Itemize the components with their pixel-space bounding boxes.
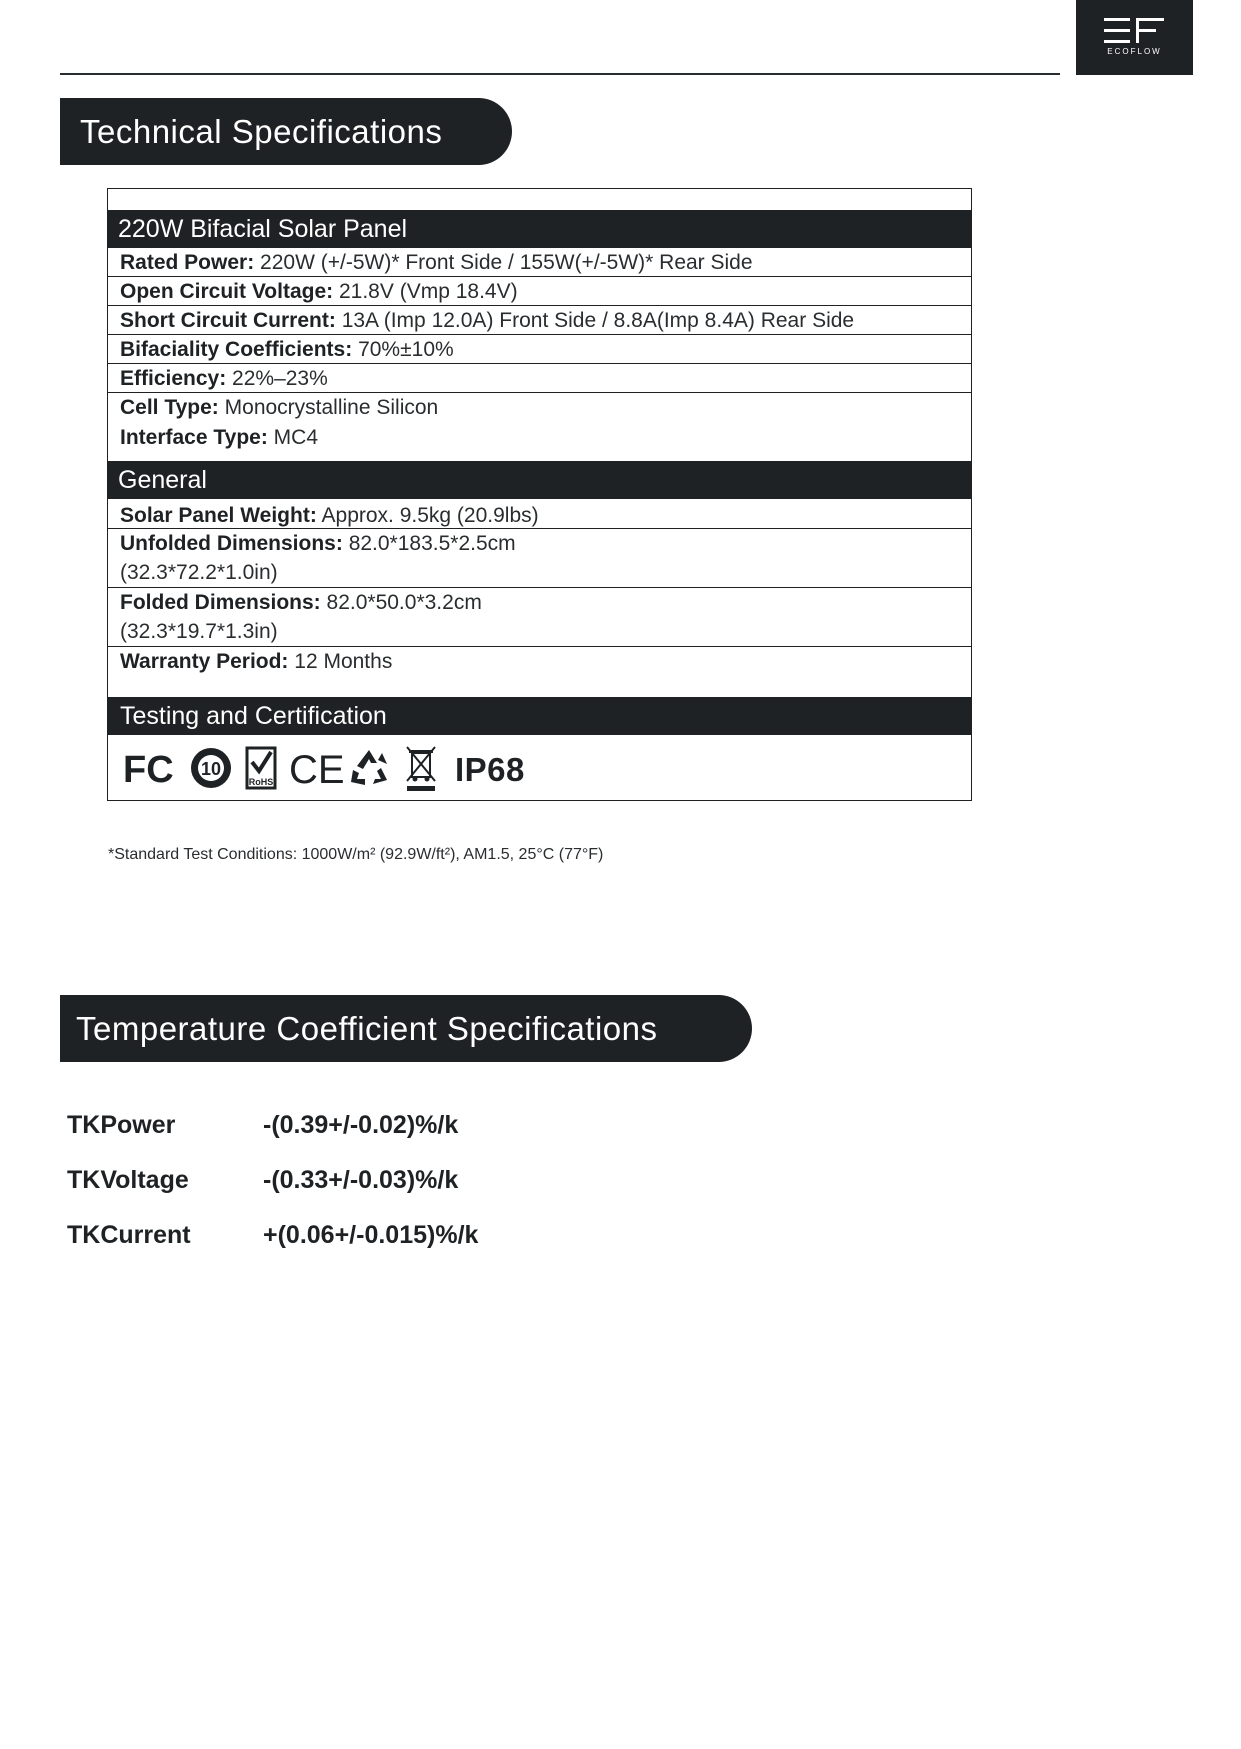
ef-logo-icon xyxy=(1104,18,1164,44)
spec-row-folded-dimensions: Folded Dimensions: 82.0*50.0*3.2cm (32.3*19.7*1.3in) xyxy=(108,588,971,647)
temperature-coefficient-title: Temperature Coefficient Specifications xyxy=(60,995,752,1062)
ecoflow-logo xyxy=(1076,0,1193,75)
brand-text: ECOFLOW xyxy=(1107,47,1162,56)
epup-10-icon xyxy=(189,746,233,795)
tk-value: +(0.06+/-0.015)%/k xyxy=(263,1221,479,1249)
tk-value: -(0.39+/-0.02)%/k xyxy=(263,1111,459,1139)
spec-row-open-circuit-voltage: Open Circuit Voltage: 21.8V (Vmp 18.4V) xyxy=(108,277,971,306)
spec-row-cell-type: Cell Type: Monocrystalline Silicon xyxy=(120,396,439,419)
ip68-rating: IP68 xyxy=(455,751,525,788)
spec-row-unfolded-dimensions: Unfolded Dimensions: 82.0*183.5*2.5cm (32.3*72.2*1.0in) xyxy=(108,529,971,588)
fcc-icon xyxy=(123,746,177,795)
certification-icons xyxy=(123,744,525,796)
rohs-mark-text: RoHS xyxy=(248,776,274,787)
epup-mark-text: 10 xyxy=(200,758,222,779)
test-conditions-footnote: *Standard Test Conditions: 1000W/m² (92.9W/ft²), AM1.5, 25°C (77°F) xyxy=(108,846,604,863)
spec-row-interface-type: Interface Type: MC4 xyxy=(120,426,319,449)
spec-row-weight: Solar Panel Weight: Approx. 9.5kg (20.9lbs) xyxy=(108,499,971,529)
testing-section-heading: Testing and Certification xyxy=(108,697,971,735)
ce-mark-text: CE xyxy=(289,747,345,792)
recycle-icon xyxy=(347,746,391,795)
spec-row-rated-power: Rated Power: 220W (+/-5W)* Front Side / 155W(+/-5W)* Rear Side xyxy=(108,248,971,277)
tk-value: -(0.33+/-0.03)%/k xyxy=(263,1166,459,1194)
panel-section-heading: 220W Bifacial Solar Panel xyxy=(108,210,971,248)
spec-table xyxy=(107,188,972,801)
tk-name: TKVoltage xyxy=(67,1166,189,1194)
tk-name: TKPower xyxy=(67,1111,176,1139)
spec-row-short-circuit-current: Short Circuit Current: 13A (Imp 12.0A) Front Side / 8.8A(Imp 8.4A) Rear Side xyxy=(108,306,971,335)
general-section-heading: General xyxy=(108,461,971,499)
rohs-icon xyxy=(245,746,277,795)
header-rule xyxy=(60,73,1060,75)
tk-name: TKCurrent xyxy=(67,1221,191,1249)
fcc-mark-text: FC xyxy=(123,748,174,791)
spec-row-bifaciality: Bifaciality Coefficients: 70%±10% xyxy=(108,335,971,364)
spec-row-warranty: Warranty Period: 12 Months xyxy=(120,650,393,673)
technical-specifications-title: Technical Specifications xyxy=(60,98,512,165)
weee-icon xyxy=(403,743,439,798)
ce-icon xyxy=(289,746,345,795)
spec-row-efficiency: Efficiency: 22%–23% xyxy=(108,364,971,393)
